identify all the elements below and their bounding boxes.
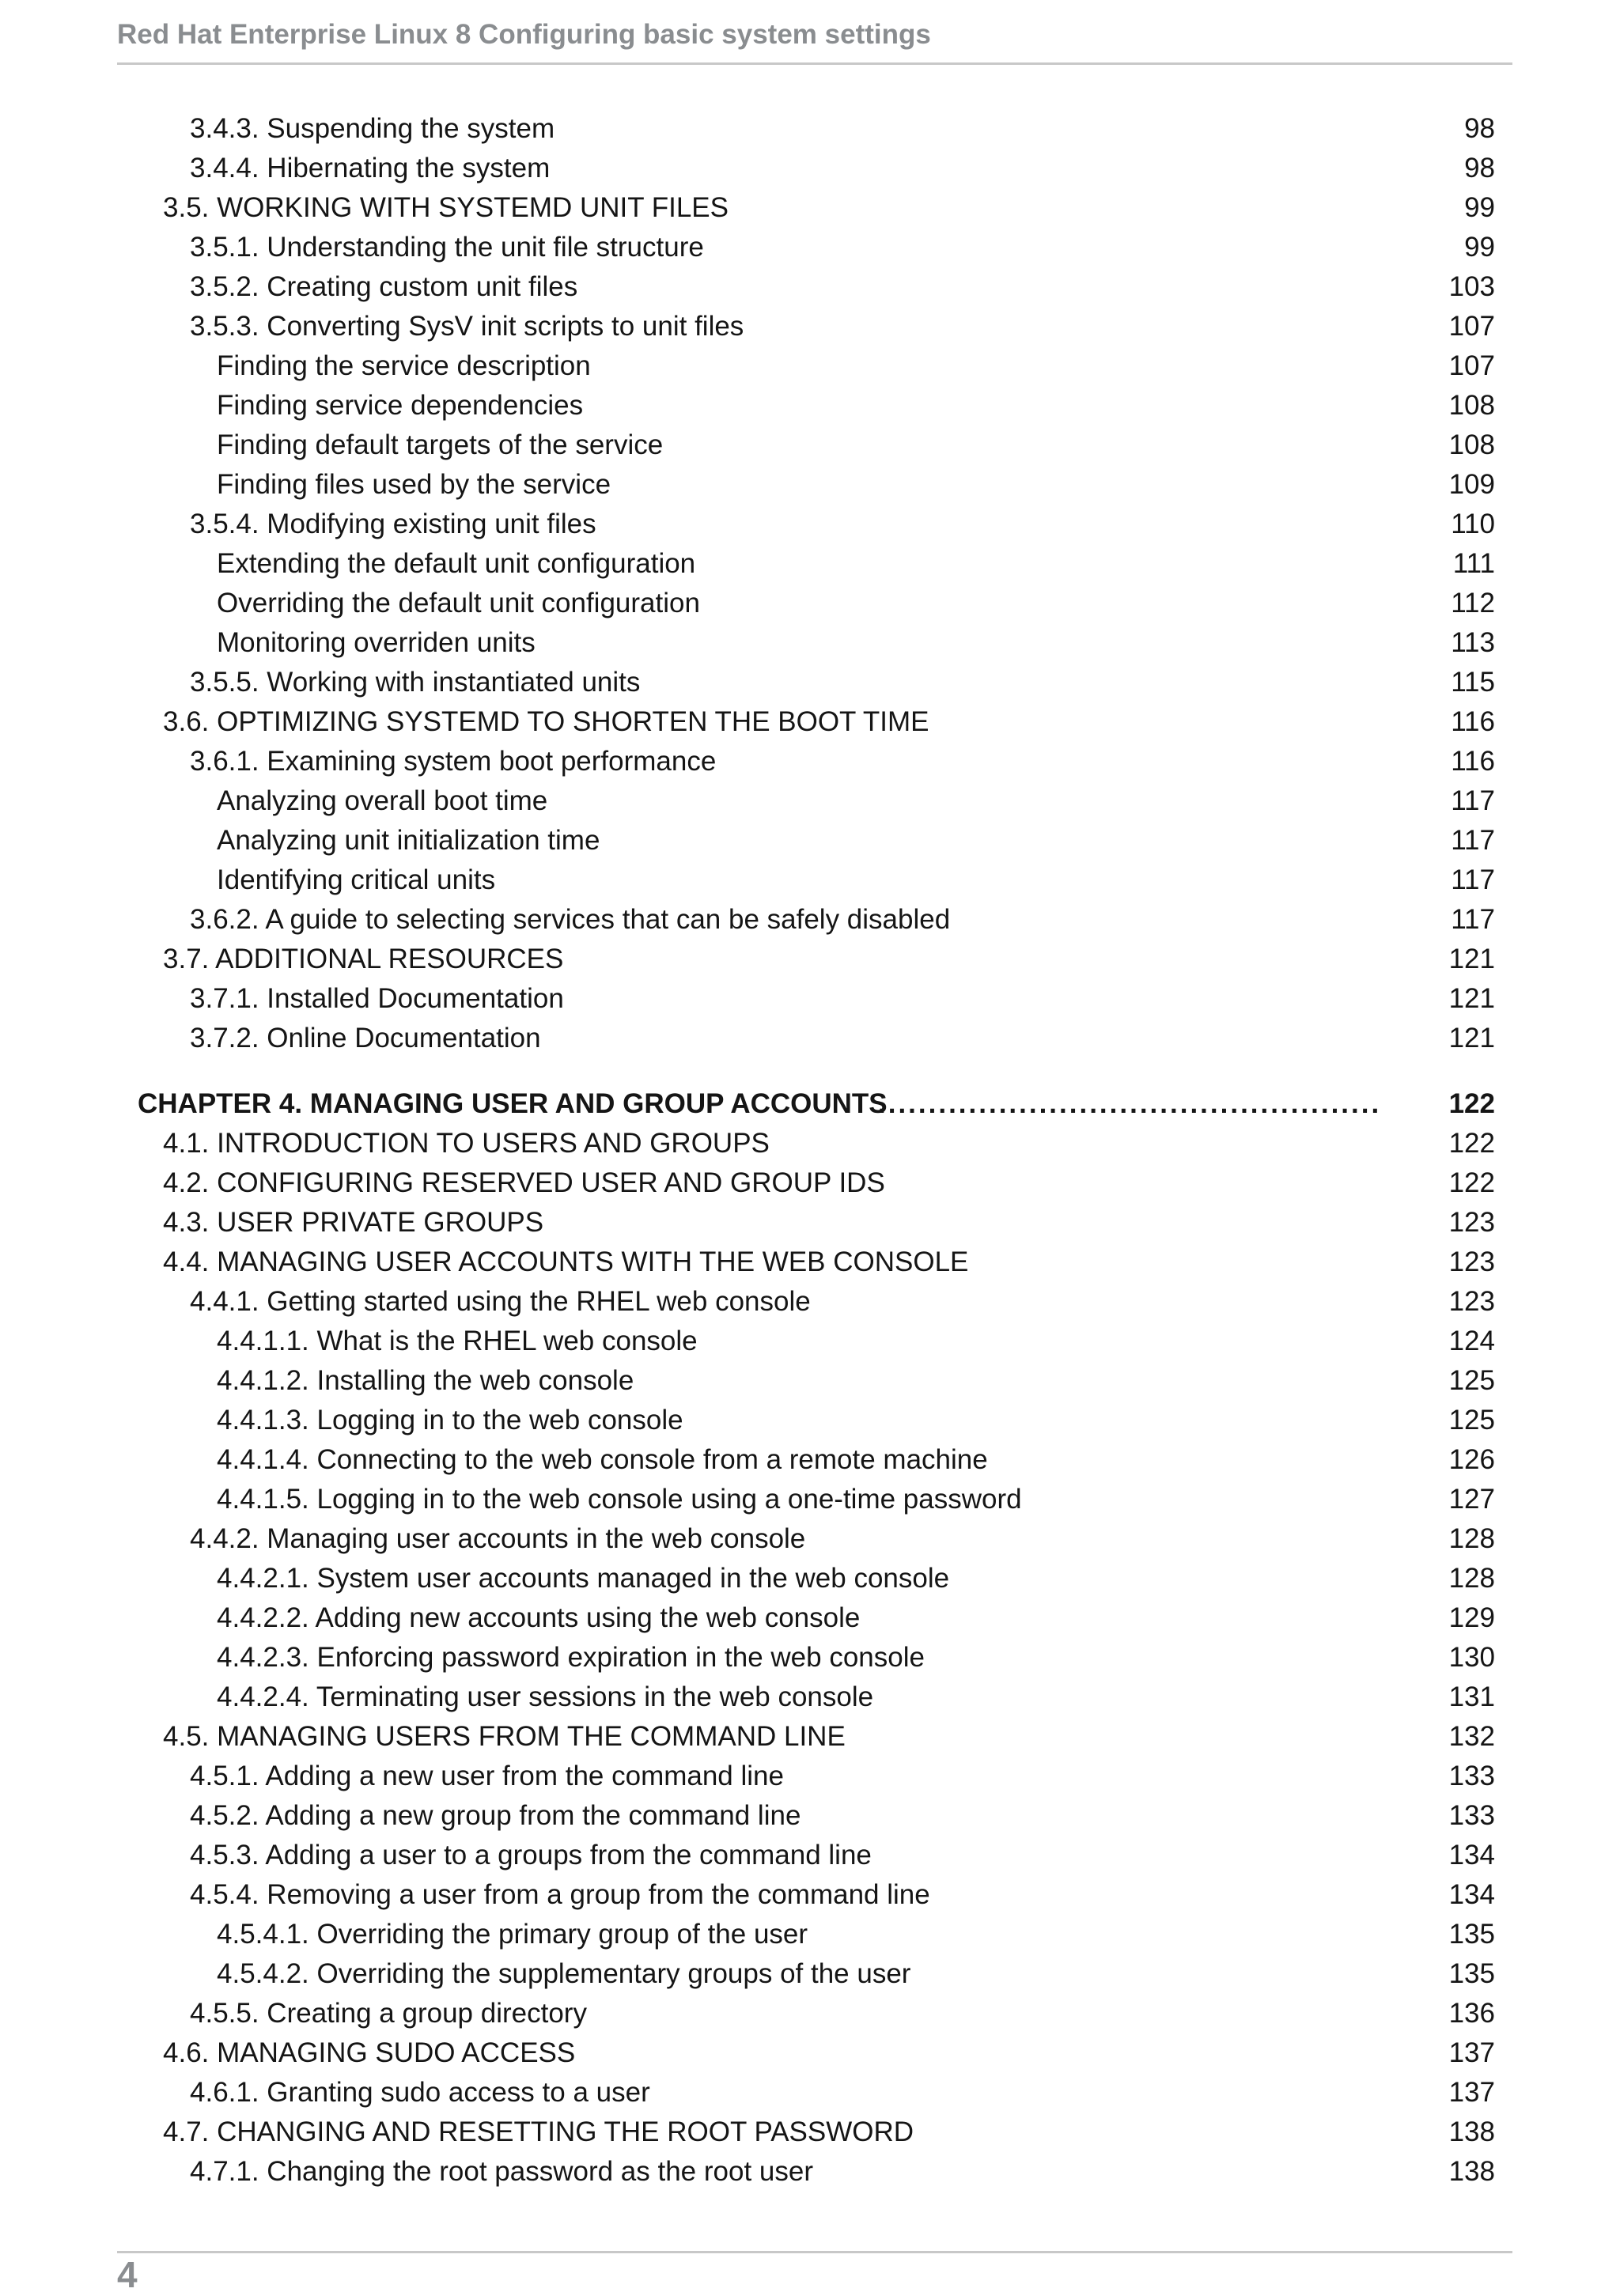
page-header [117, 16, 1512, 65]
toc-entry-page-number[interactable]: 130 [1448, 1642, 1495, 1673]
toc-entry[interactable] [117, 109, 1495, 149]
toc-entry-label[interactable]: Monitoring overriden units [217, 627, 536, 658]
toc-entry-label[interactable]: 4.2. CONFIGURING RESERVED USER AND GROUP IDS [163, 1167, 885, 1198]
toc-entry-label[interactable]: Analyzing overall boot time [217, 785, 548, 816]
toc-entry-label[interactable]: 3.5.3. Converting SysV init scripts to unit files [190, 311, 744, 342]
toc-entry-page-number[interactable]: 135 [1448, 1919, 1495, 1950]
toc-entry-label[interactable]: 4.5.4.1. Overriding the primary group of the user [217, 1919, 808, 1950]
toc-entry[interactable] [117, 1480, 1495, 1519]
toc-entry-label[interactable]: 4.4.1.1. What is the RHEL web console [217, 1326, 698, 1356]
toc-entry-page-number[interactable]: 136 [1448, 1998, 1495, 2029]
toc-entry-page-number[interactable]: 125 [1448, 1365, 1495, 1396]
toc-entry-label[interactable]: 4.4.2. Managing user accounts in the web console [190, 1523, 806, 1554]
toc-entry[interactable] [117, 1915, 1495, 1954]
toc-entry-label[interactable]: 4.5.4. Removing a user from a group from the command line [190, 1879, 930, 1910]
toc-entry-label[interactable]: 3.5. WORKING WITH SYSTEMD UNIT FILES [163, 192, 729, 223]
toc-entry-label[interactable]: 4.5. MANAGING USERS FROM THE COMMAND LINE [163, 1721, 846, 1752]
toc-entry-page-number[interactable]: 133 [1448, 1761, 1495, 1791]
page-number: 4 [117, 2254, 138, 2295]
toc-entry[interactable] [117, 188, 1495, 228]
toc-entry-label[interactable]: 4.4.1.2. Installing the web console [217, 1365, 634, 1396]
toc-entry[interactable] [117, 1243, 1495, 1282]
toc-entry[interactable] [117, 505, 1495, 544]
toc-entry-page-number[interactable]: 98 [1464, 153, 1495, 183]
toc-entry[interactable] [117, 1875, 1495, 1915]
toc-entry-page-number[interactable]: 134 [1448, 1840, 1495, 1870]
toc-entry[interactable] [117, 1282, 1495, 1322]
toc-entry-label[interactable]: 3.5.5. Working with instantiated units [190, 667, 641, 698]
toc-entry-page-number[interactable]: 99 [1464, 232, 1495, 263]
toc-entry-page-number[interactable]: 115 [1451, 667, 1495, 698]
toc-entry[interactable] [117, 544, 1495, 584]
toc-entry[interactable] [117, 2033, 1495, 2073]
toc-entry-page-number[interactable]: 108 [1448, 390, 1495, 421]
toc-entry[interactable] [117, 1796, 1495, 1836]
toc-entry-label[interactable]: Extending the default unit configuration [217, 548, 696, 579]
toc-entry[interactable] [117, 426, 1495, 465]
toc-leader-dots: .................................................. [878, 1088, 1382, 1119]
toc-entry-label[interactable]: 4.5.4.2. Overriding the supplementary groups of the user [217, 1958, 911, 1989]
toc-entry-label[interactable]: Finding files used by the service [217, 469, 611, 500]
toc-entry-page-number[interactable]: 131 [1448, 1681, 1495, 1712]
toc-entry-label[interactable]: 4.5.2. Adding a new group from the command line [190, 1800, 801, 1831]
toc-entry-label[interactable]: Identifying critical units [217, 864, 496, 895]
toc-entry-page-number[interactable]: 128 [1448, 1523, 1495, 1554]
toc-entry-page-number[interactable]: 135 [1448, 1958, 1495, 1989]
toc-entry-page-number[interactable]: 132 [1448, 1721, 1495, 1752]
toc-entry-label[interactable]: 4.6.1. Granting sudo access to a user [190, 2077, 650, 2108]
toc-entry[interactable] [117, 2073, 1495, 2113]
toc-entry-label[interactable]: 3.7.2. Online Documentation [190, 1023, 541, 1053]
toc-entry[interactable] [117, 1559, 1495, 1598]
toc-entry-page-number[interactable]: 124 [1448, 1326, 1495, 1356]
toc-entry[interactable] [117, 1836, 1495, 1875]
toc-entry-page-number[interactable]: 122 [1448, 1167, 1495, 1198]
toc-entry-label[interactable]: 3.7.1. Installed Documentation [190, 983, 564, 1014]
toc-entry-page-number[interactable]: 113 [1451, 627, 1495, 658]
toc-entry[interactable] [117, 1678, 1495, 1717]
toc-entry-page-number[interactable]: 109 [1448, 469, 1495, 500]
toc-entry[interactable] [117, 2113, 1495, 2152]
toc-entry-label[interactable]: 4.4.2.3. Enforcing password expiration in the web console [217, 1642, 925, 1673]
toc-entry-label[interactable]: 3.6.2. A guide to selecting services that can be safely disabled [190, 904, 951, 935]
toc-entry-label[interactable]: 4.4.1. Getting started using the RHEL web console [190, 1286, 811, 1317]
toc-entry-page-number[interactable]: 110 [1451, 509, 1495, 539]
toc-entry-page-number[interactable]: 117 [1451, 785, 1495, 816]
toc-entry-page-number[interactable]: 121 [1448, 983, 1495, 1014]
toc-entry-label[interactable]: 3.4.3. Suspending the system [190, 113, 555, 144]
toc-entry-page-number[interactable]: 122 [1448, 1088, 1495, 1119]
toc-entry-label[interactable]: 3.7. ADDITIONAL RESOURCES [163, 944, 564, 974]
toc-entry-page-number[interactable]: 123 [1448, 1286, 1495, 1317]
toc-entry[interactable] [117, 228, 1495, 267]
toc-entry[interactable] [117, 386, 1495, 426]
toc-entry-label[interactable]: Overriding the default unit configuration [217, 588, 700, 618]
toc-entry-page-number[interactable]: 103 [1448, 271, 1495, 302]
toc-entry-page-number[interactable]: 126 [1448, 1444, 1495, 1475]
toc-entry-page-number[interactable]: 107 [1448, 350, 1495, 381]
toc-entry-page-number[interactable]: 99 [1464, 192, 1495, 223]
toc-entry-label[interactable]: CHAPTER 4. MANAGING USER AND GROUP ACCOUNTS [138, 1088, 888, 1119]
toc-entry[interactable] [117, 940, 1495, 979]
toc-entry[interactable] [117, 1163, 1495, 1203]
toc-entry[interactable] [117, 663, 1495, 702]
page-footer [117, 2251, 1512, 2295]
toc-entry[interactable] [117, 900, 1495, 940]
toc-entry-page-number[interactable]: 108 [1448, 429, 1495, 460]
toc-entry[interactable] [117, 1519, 1495, 1559]
toc-entry-page-number[interactable]: 117 [1451, 825, 1495, 856]
toc-entry-label[interactable]: 3.5.2. Creating custom unit files [190, 271, 578, 302]
toc-entry[interactable] [117, 1994, 1495, 2033]
toc-entry-page-number[interactable]: 121 [1448, 944, 1495, 974]
toc-entry-page-number[interactable]: 116 [1451, 706, 1495, 737]
toc-entry[interactable] [117, 2152, 1495, 2192]
toc-entry-page-number[interactable]: 122 [1448, 1128, 1495, 1159]
toc-entry-label[interactable]: 4.4. MANAGING USER ACCOUNTS WITH THE WEB CONSOLE [163, 1246, 969, 1277]
toc-entry-page-number[interactable]: 112 [1451, 588, 1495, 618]
toc-entry-page-number[interactable]: 127 [1448, 1484, 1495, 1515]
toc-entry[interactable] [117, 307, 1495, 346]
toc-entry-label[interactable]: 4.5.5. Creating a group directory [190, 1998, 587, 2029]
toc-entry[interactable] [117, 781, 1495, 821]
toc-entry[interactable] [117, 742, 1495, 781]
toc-entry[interactable] [117, 584, 1495, 623]
toc-entry-page-number[interactable]: 137 [1448, 2077, 1495, 2108]
toc-entry-page-number[interactable]: 128 [1448, 1563, 1495, 1594]
toc-entry-page-number[interactable]: 125 [1448, 1405, 1495, 1435]
toc-entry[interactable] [117, 1401, 1495, 1440]
toc-entry-label[interactable]: 4.6. MANAGING SUDO ACCESS [163, 2037, 576, 2068]
toc-entry-page-number[interactable]: 133 [1448, 1800, 1495, 1831]
toc-entry[interactable] [117, 1757, 1495, 1796]
toc-entry-page-number[interactable]: 123 [1448, 1246, 1495, 1277]
toc-entry[interactable] [117, 821, 1495, 861]
toc-entry-label[interactable]: 4.7. CHANGING AND RESETTING THE ROOT PASSWORD [163, 2116, 914, 2147]
toc-entry[interactable] [117, 1203, 1495, 1243]
toc-entry-page-number[interactable]: 107 [1448, 311, 1495, 342]
toc-entry[interactable] [117, 1638, 1495, 1678]
toc-entry-label[interactable]: 4.4.1.5. Logging in to the web console using a one-time password [217, 1484, 1022, 1515]
toc-entry-label[interactable]: Finding default targets of the service [217, 429, 664, 460]
toc-entry[interactable] [117, 346, 1495, 386]
toc-entry-label[interactable]: 3.6. OPTIMIZING SYSTEMD TO SHORTEN THE BOOT TIME [163, 706, 929, 737]
toc-entry-page-number[interactable]: 116 [1451, 746, 1495, 777]
toc-entry-label[interactable]: 4.4.1.4. Connecting to the web console from a remote machine [217, 1444, 988, 1475]
toc-entry[interactable] [117, 702, 1495, 742]
toc-chapter-entry[interactable] [117, 1084, 1495, 1124]
toc-entry-page-number[interactable]: 138 [1448, 2116, 1495, 2147]
toc-entry[interactable] [117, 1124, 1495, 1163]
toc-entry-label[interactable]: Analyzing unit initialization time [217, 825, 600, 856]
toc-entry[interactable] [117, 1019, 1495, 1058]
toc-entry[interactable] [117, 1954, 1495, 1994]
toc-entry-label[interactable]: 3.5.1. Understanding the unit file structure [190, 232, 704, 263]
toc-entry[interactable] [117, 1322, 1495, 1361]
toc-entry-label[interactable]: 4.1. INTRODUCTION TO USERS AND GROUPS [163, 1128, 770, 1159]
toc-entry[interactable] [117, 149, 1495, 188]
toc-entry-page-number[interactable]: 134 [1448, 1879, 1495, 1910]
toc-entry-page-number[interactable]: 117 [1451, 904, 1495, 935]
toc-entry-label[interactable]: Finding the service description [217, 350, 591, 381]
toc-entry-label[interactable]: 4.5.1. Adding a new user from the command line [190, 1761, 784, 1791]
toc-entry[interactable] [117, 1717, 1495, 1757]
toc-entry-page-number[interactable]: 123 [1448, 1207, 1495, 1238]
toc-entry[interactable] [117, 267, 1495, 307]
toc-entry-label[interactable]: 3.4.4. Hibernating the system [190, 153, 551, 183]
toc-entry-label[interactable]: 3.6.1. Examining system boot performance [190, 746, 717, 777]
toc-entry[interactable] [117, 465, 1495, 505]
toc-entry-page-number[interactable]: 129 [1448, 1602, 1495, 1633]
toc-entry[interactable] [117, 1598, 1495, 1638]
document-title: Red Hat Enterprise Linux 8 Configuring basic system settings [117, 19, 931, 50]
toc-entry-label[interactable]: 4.4.2.1. System user accounts managed in the web console [217, 1563, 950, 1594]
toc-entry-label[interactable]: 4.4.2.4. Terminating user sessions in the web console [217, 1681, 874, 1712]
toc-entry[interactable] [117, 1361, 1495, 1401]
toc-entry-label[interactable]: 3.5.4. Modifying existing unit files [190, 509, 596, 539]
toc-entry-page-number[interactable]: 117 [1451, 864, 1495, 895]
toc-entry[interactable] [117, 979, 1495, 1019]
toc-entry[interactable] [117, 1440, 1495, 1480]
toc-entry-label[interactable]: 4.4.2.2. Adding new accounts using the web console [217, 1602, 861, 1633]
toc-entry-page-number[interactable]: 98 [1464, 113, 1495, 144]
toc-entry[interactable] [117, 861, 1495, 900]
toc-entry-label[interactable]: 4.4.1.3. Logging in to the web console [217, 1405, 683, 1435]
toc-entry-page-number[interactable]: 138 [1448, 2156, 1495, 2187]
toc-entry-label[interactable]: Finding service dependencies [217, 390, 584, 421]
toc-entry[interactable] [117, 623, 1495, 663]
table-of-contents [117, 109, 1495, 2192]
toc-entry-label[interactable]: 4.7.1. Changing the root password as the root user [190, 2156, 813, 2187]
toc-entry-page-number[interactable]: 121 [1448, 1023, 1495, 1053]
toc-entry-label[interactable]: 4.3. USER PRIVATE GROUPS [163, 1207, 544, 1238]
toc-entry-label[interactable]: 4.5.3. Adding a user to a groups from the command line [190, 1840, 872, 1870]
toc-entry-page-number[interactable]: 137 [1448, 2037, 1495, 2068]
toc-entry-page-number[interactable]: 111 [1452, 548, 1495, 579]
